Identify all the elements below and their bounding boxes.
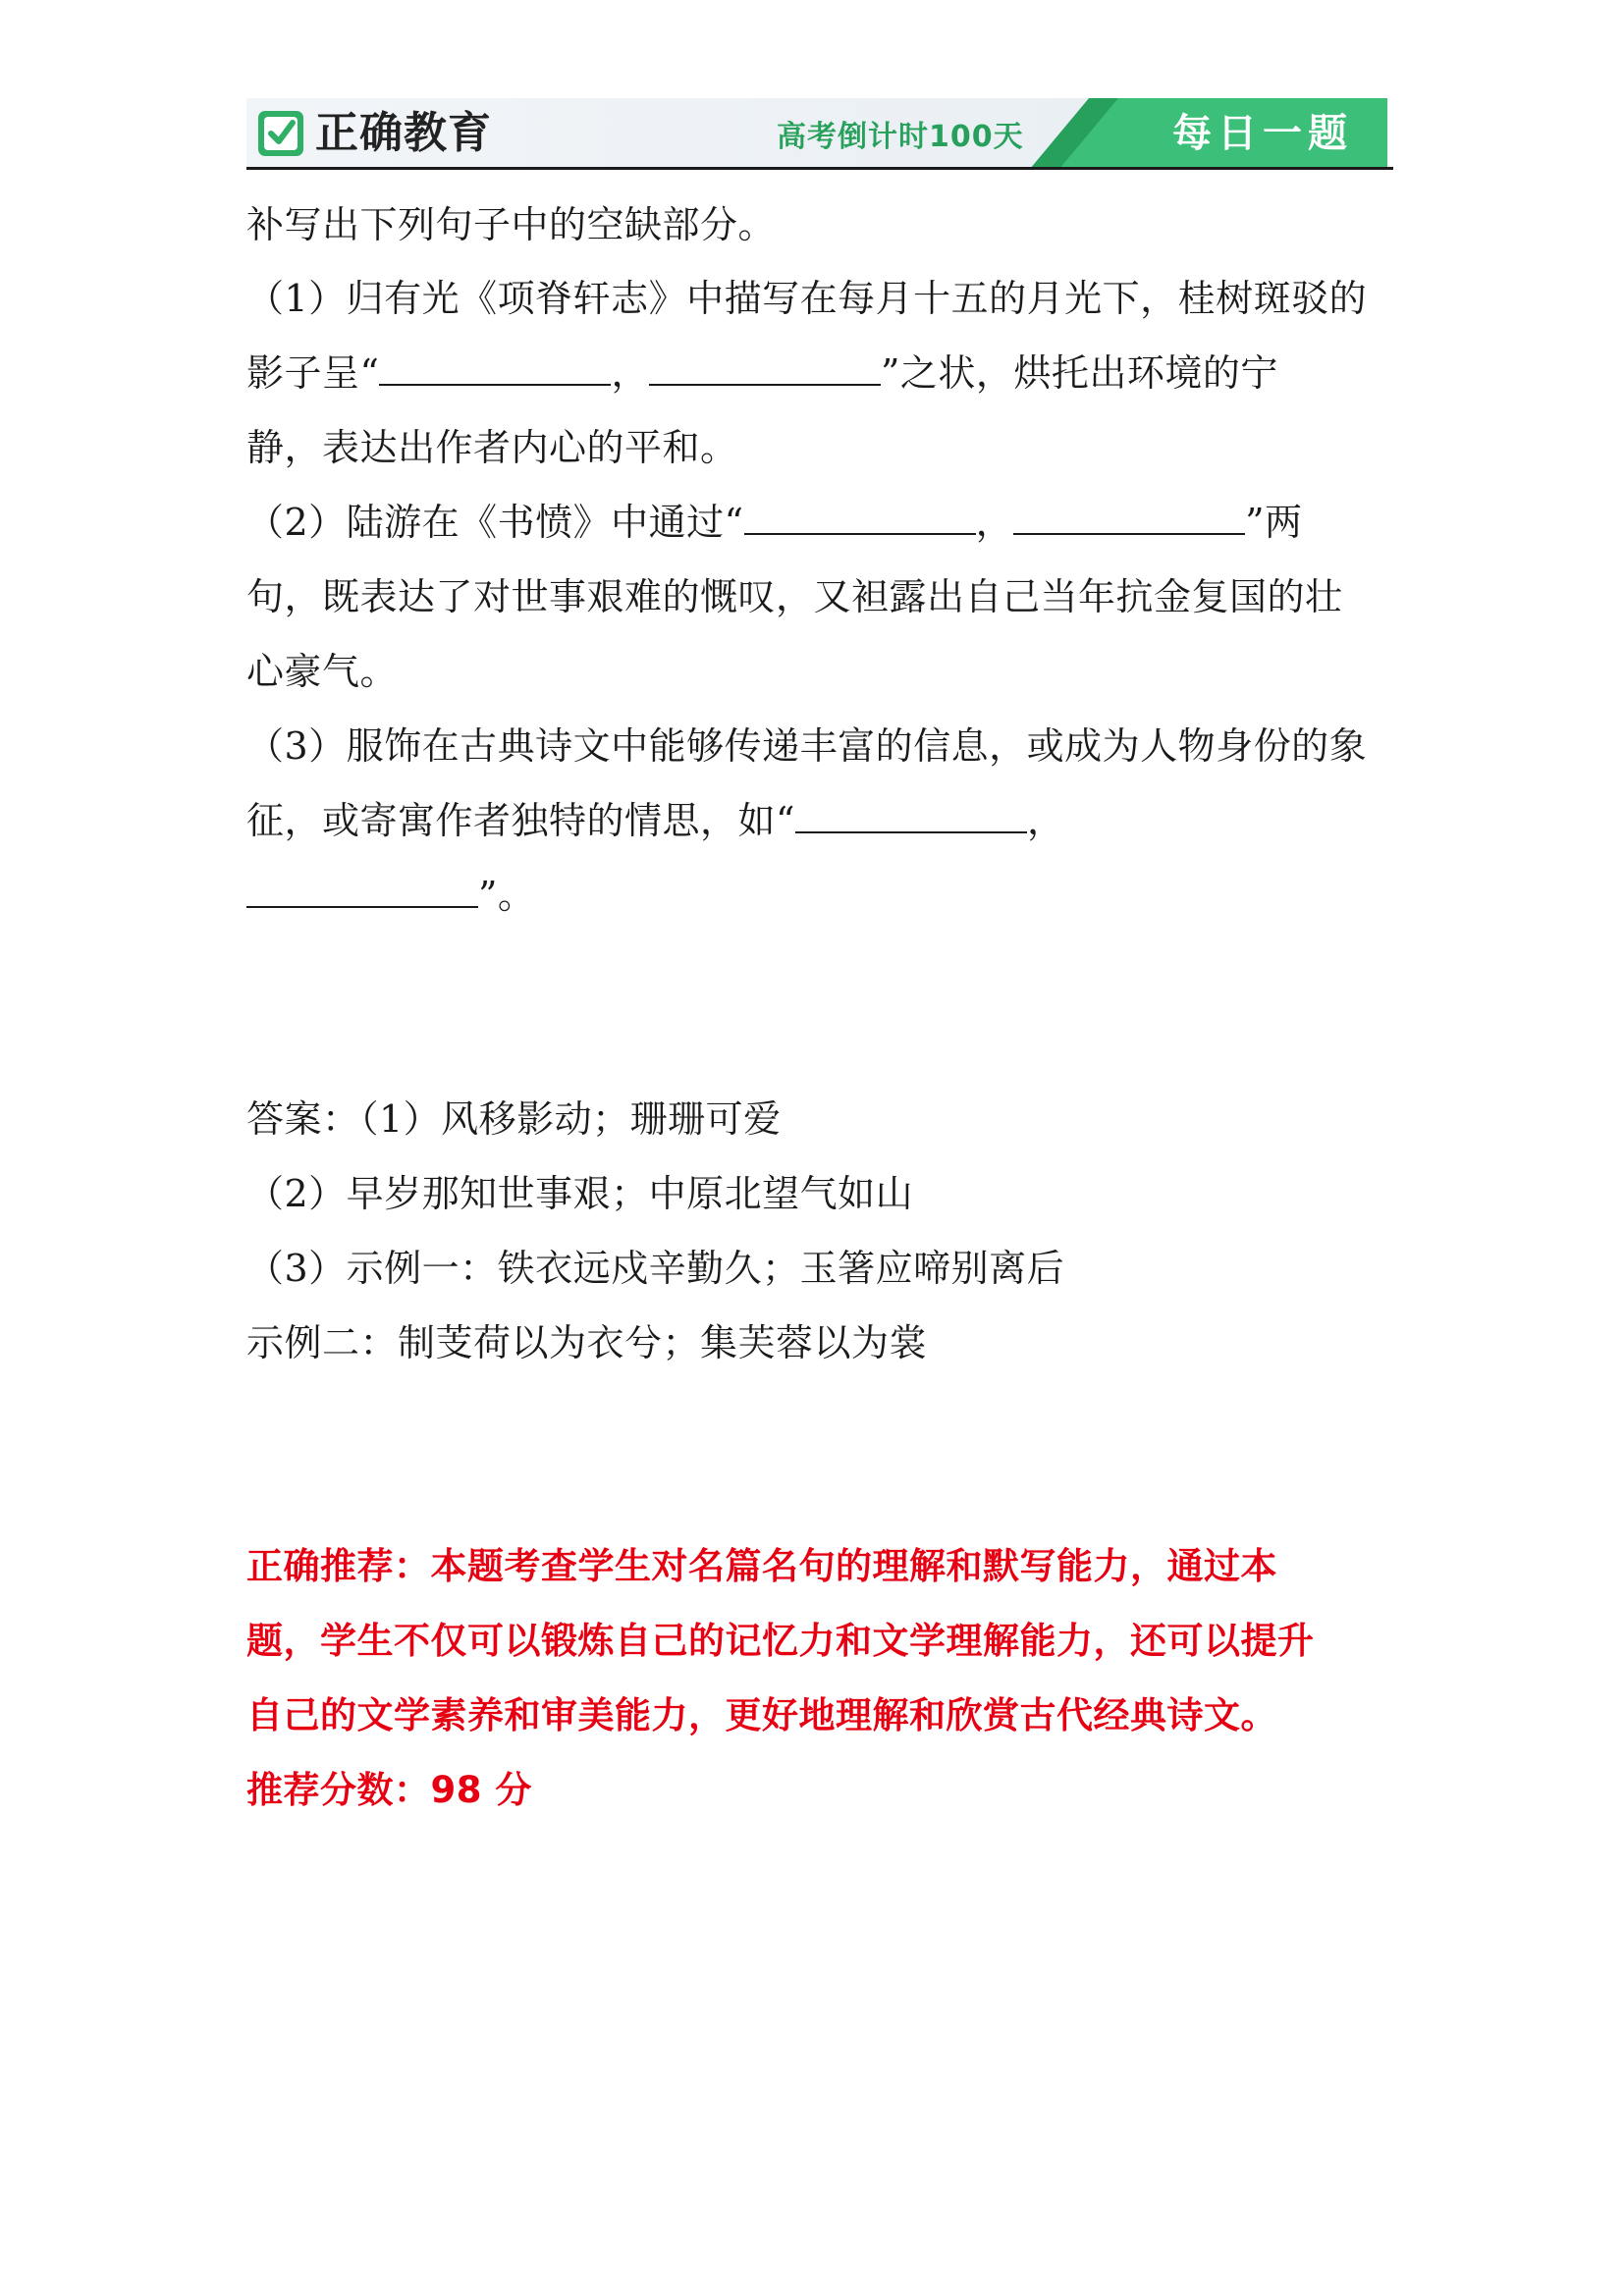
question-1-line-1: （1）归有光《项脊轩志》中描写在每月十五的月光下，桂树斑驳的 [246,277,1368,320]
answer-line-1: 答案：（1）风移影动；珊珊可爱 [246,1097,782,1141]
header-rule [246,167,1393,170]
question-2-line-3: 心豪气。 [246,650,399,693]
countdown-label: 高考倒计时100天 [777,120,1024,154]
header-banner [246,98,1387,169]
daily-question-label: 每日一题 [1172,111,1353,156]
question-2-line-1 [246,497,1303,548]
question-intro: 补写出下列句子中的空缺部分。 [246,203,777,246]
text-fragment: ”两 [1245,501,1303,544]
recommendation-line-2: 题，学生不仅可以锻炼自己的记忆力和文学理解能力，还可以提升 [246,1620,1315,1662]
text-fragment: ， [611,351,649,395]
question-3-line-1: （3）服饰在古典诗文中能够传递丰富的信息，或成为人物身份的象 [246,724,1368,768]
question-3-line-3 [246,870,535,921]
text-fragment: （2）陆游在《书愤》中通过“ [246,501,744,544]
check-icon [258,111,303,156]
text-fragment: ”。 [478,874,536,917]
question-3-line-2 [246,795,1064,846]
answer-line-4: 示例二：制芰荷以为衣兮；集芙蓉以为裳 [246,1321,928,1364]
blank-2b [1013,498,1245,535]
blank-3a [795,796,1027,833]
question-2-line-2: 句，既表达了对世事艰难的慨叹，又袒露出自己当年抗金复国的壮 [246,575,1343,618]
blank-1a [379,348,611,386]
blank-1b [649,348,881,386]
recommendation-line-1: 正确推荐：本题考查学生对名篇名句的理解和默写能力，通过本 [246,1545,1277,1587]
answer-line-2: （2）早岁那知世事艰；中原北望气如山 [246,1172,914,1215]
blank-2a [744,498,976,535]
text-fragment: ”之状，烘托出环境的宁 [880,351,1278,395]
recommendation-score: 推荐分数：98 分 [246,1769,532,1811]
text-fragment: 征，或寄寓作者独特的情思，如“ [246,799,795,842]
text-fragment: ， [1026,799,1065,842]
blank-3b [246,871,478,908]
text-fragment: 影子呈“ [246,351,380,395]
question-1-line-2 [246,347,1278,399]
recommendation-line-3: 自己的文学素养和审美能力，更好地理解和欣赏古代经典诗文。 [246,1694,1277,1736]
question-1-line-3: 静，表达出作者内心的平和。 [246,426,738,469]
brand-name: 正确教育 [315,108,492,158]
answer-line-3: （3）示例一：铁衣远戍辛勤久；玉箸应啼别离后 [246,1247,1065,1290]
text-fragment: ， [975,501,1014,544]
